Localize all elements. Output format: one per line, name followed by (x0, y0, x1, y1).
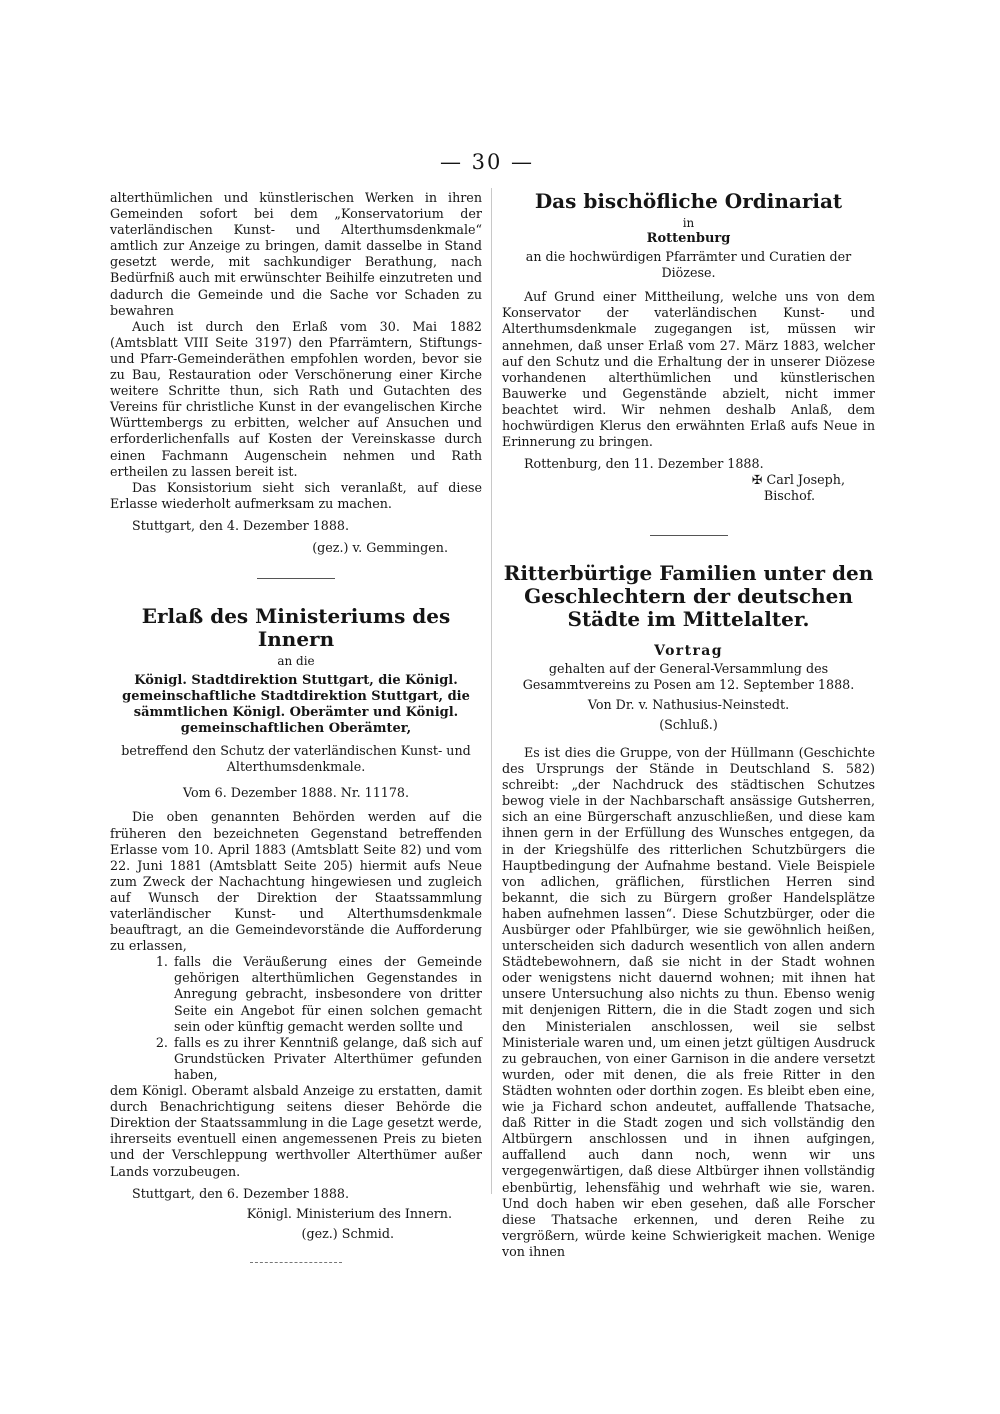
place-heading: Rottenburg (646, 231, 731, 247)
signer-title: Bischof. (763, 488, 815, 504)
continuation-note: (Schluß.) (659, 716, 718, 732)
signature: ✠ Carl Joseph, (751, 472, 845, 488)
paragraph: Auch ist durch den Erlaß vom 30. Mai 1882 (Amtsblatt VIII Seite 3197) den Pfarrämtern, Stiftungs- und Pfarr-Gemeinderäthen empfohlen worden, bevor sie zu Bau, Restauration oder Verschönerung einer Kirche weitere Schritte thun, sich Rath und Gutachten des Vereins für christliche Kunst in der evangelischen Kirche Württembergs zu erbitten, welcher auf Ansuchen und erforderlichenfalls auf Kosten der Vereinskasse durch einen Fachmann Augenschein nehmen und Rath ertheilen zu lassen bereit ist. (110, 318, 482, 479)
list-item: 2. falls es zu ihrer Kenntniß gelange, daß sich auf Grundstücken Privater Alterthümer gefunden haben, (172, 1035, 482, 1083)
issuer: Königl. Ministerium des Innern. (246, 1205, 452, 1221)
section-separator (257, 578, 335, 579)
subject-line: betreffend den Schutz der vaterländischen Kunst- und Alterthumsdenkmale. (121, 743, 471, 775)
right-column (502, 190, 875, 1260)
article-heading: Ritterbürtige Familien unter den Geschlechtern der deutschen Städte im Mittelalter. (503, 560, 874, 631)
paragraph: dem Königl. Oberamt alsbald Anzeige zu erstatten, damit durch Benachrichtigung seitens dieser Behörde die Direktion der Staatssammlung in die Lage gesetzt werde, ihrerseits eventuell einen angemessenen Preis zu bieten und der Verschleppung werthvoller Alterthümer außer Lands vorzubeugen. (110, 1083, 482, 1179)
signature: (gez.) v. Gemmingen. (312, 539, 448, 555)
paragraph: Die oben genannten Behörden werden auf die früheren den bezeichneten Gegenstand betreffenden Erlasse vom 10. April 1883 (Amtsblatt Seite 82) und vom 22. Juni 1881 (Amtsblatt Seite 205) hiermit aufs Neue zum Zweck der Nachachtung hingewiesen und zugleich auf Wunsch der Direktion der Staatssammlung vaterländischer Kunst- und Alterthumsdenkmale beauftragt, an die Gemeindevorstände die Aufforderung zu erlassen, (110, 809, 482, 954)
section-heading: Erlaß des Ministeriums des Innern (141, 604, 451, 652)
paragraph: Es ist dies die Gruppe, von der Hüllmann (Geschichte des Ursprungs der Stände in Deutschland S. 582) schreibt: „der Nachdruck des städtischen Schutzes bewog viele in der Nachbarschaft ansässige Gutsherren, sich an eine Bürgerschaft anzuschließen, und diese kam ihnen gern in der Erfüllung des Wunsches entgegen, da in der Kriegshülfe des ritterlichen Schutzbürgers die Hauptbedingung der Aufnahme bestand. Viele Beispiele von adlichen, gräflichen, fürstlichen Herren sind bekannt, die sich zu Bürgern großer Handelsplätze haben aufnehmen lassen“. Diese Schutzbürger, oder die Ausbürger oder Pfahlbürger, wie sie gewöhnlich heißen, unterscheiden sich dadurch wesentlich von allen andern Städtebewohnern, daß sie nicht in der Stadt wohnen oder wenigstens nicht dauernd wohnen; mit ihnen hat unsere Untersuchung also nichts zu thun. Ebenso wenig mit denjenigen Rittern, die in die Stadt zogen und sich den Ministerialen anschlossen, weil sie selbst Ministeriale waren und, um einen jetzt gültigen Ausdruck zu gebrauchen, von einer Garnison in die andere versetzt wurden, oder mit denen, die als freie Ritter in den Städten wohnten oder dorthin zogen. Es bleibt eben eine, wie ja Fichard schon andeutet, auffallende Thatsache, daß Ritter in die Stadt zogen und sich vollständig den Altbürgern anschlossen und in ihnen aufgingen, auffallend auch dann noch, wenn wir uns vergegenwärtigen, daß diese Altbürger ihnen vollständig ebenbürtig, lehensfähig und wehrhaft wie sie, waren. Und doch haben wir eben gesehen, daß alle Forscher diese Thatsache erkennen, und deren Reihe zu vergrößern, würde keine Schwierigkeit machen. Wenige von ihnen (502, 744, 875, 1259)
paragraph: alterthümlichen und künstlerischen Werken in ihren Gemeinden sofort bei dem „Konservatorium der vaterländischen Kunst- und Alterthumsdenkmale“ amtlich zur Anzeige zu bringen, damit dasselbe in Stand gesetzt werde, mit sachkundiger Berathung, nach Bedürfniß auch mit erwünschter Beihilfe einzutreten und dadurch die Gemeinde und die Sache vor Schaden zu bewahren (110, 190, 482, 318)
page-number: — 30 — (439, 150, 535, 174)
section-separator (650, 535, 728, 536)
place-date: Rottenburg, den 11. Dezember 1888. (524, 456, 764, 472)
author: Von Dr. v. Nathusius-Neinstedt. (587, 696, 790, 712)
addressees: Königl. Stadtdirektion Stuttgart, die Königl. gemeinschaftliche Stadtdirektion Stuttgart, die sämmtlichen Königl. Oberämter und Königl. gemeinschaftlichen Oberämter, (122, 673, 470, 737)
left-column (110, 190, 482, 1263)
lecture-note: gehalten auf der General-Versammlung des Gesammtvereins zu Posen am 12. September 1888. (522, 660, 855, 692)
lecture-label: Vortrag (654, 642, 723, 659)
paragraph: Auf Grund einer Mittheilung, welche uns von dem Konservator der vaterländischen Kunst- und Alterthumsdenkmale zugegangen ist, müssen wir annehmen, daß unser Erlaß vom 27. März 1883, welcher auf den Schutz und die Erhaltung der in unserer Diözese vorhandenen alterthümlichen und künstlerischen Bauwerke und Gegenstände abzielt, nicht immer beachtet wird. Wir nehmen deshalb Anlaß, dem hochwürdigen Klerus den erwähnten Erlaß aufs Neue in Erinnerung zu bringen. (502, 289, 875, 450)
addressees: an die hochwürdigen Pfarrämter und Curatien der Diözese. (525, 249, 852, 281)
paragraph: Das Konsistorium sieht sich veranlaßt, auf diese Erlasse wiederholt aufmerksam zu machen. (110, 479, 482, 511)
section-heading: Das bischöfliche Ordinariat (534, 189, 843, 213)
list-item: 1. falls die Veräußerung eines der Gemeinde gehörigen alterthümlichen Gegenstandes in Anregung gebracht, insbesondere von dritter Seite ein Angebot für einen solchen gemacht sein oder künftig gemacht werden sollte und (172, 954, 482, 1034)
heading-sub: an die (277, 654, 315, 669)
end-separator (250, 1262, 342, 1263)
date-number: Vom 6. Dezember 1888. Nr. 11178. (182, 785, 410, 801)
place-date: Stuttgart, den 6. Dezember 1888. (132, 1185, 350, 1201)
signature: (gez.) Schmid. (301, 1225, 394, 1241)
heading-sub: in (682, 216, 695, 230)
numbered-list (110, 954, 482, 1083)
place-date: Stuttgart, den 4. Dezember 1888. (132, 517, 350, 533)
column-divider (491, 188, 492, 1194)
